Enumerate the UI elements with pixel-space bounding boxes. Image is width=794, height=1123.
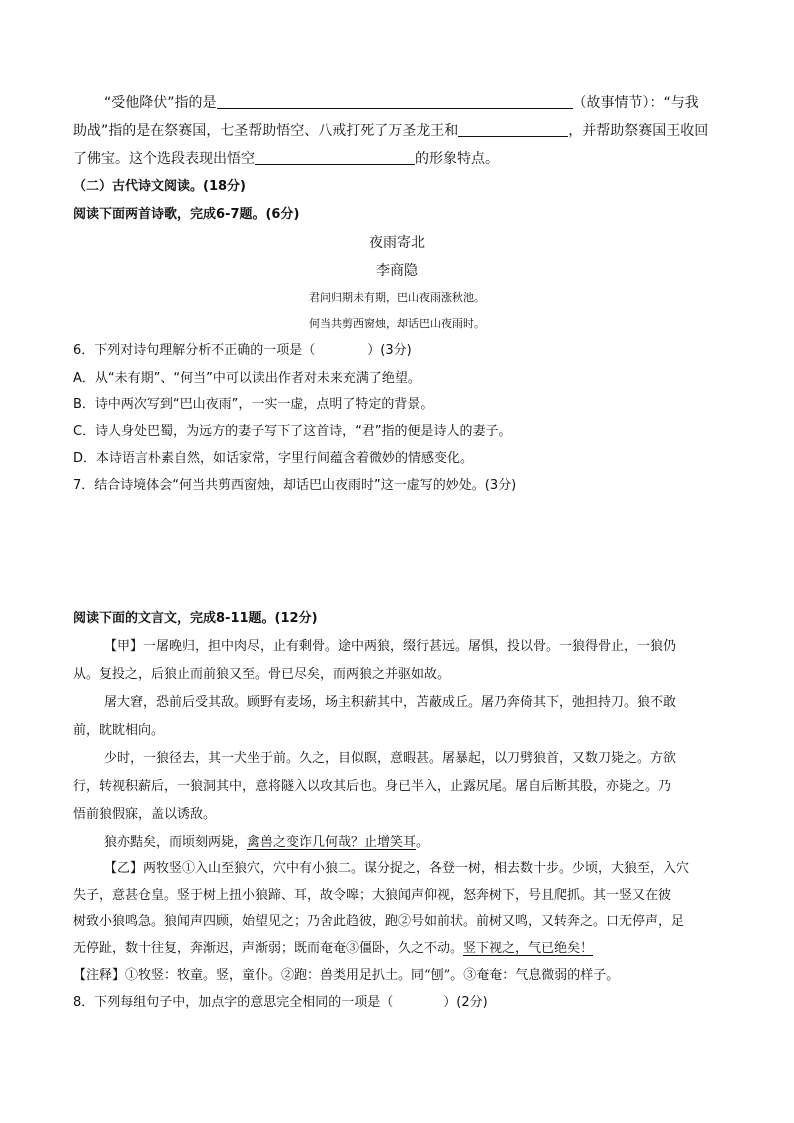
passage-yi-line: 【乙】两牧竖①入山至狼穴，穴中有小狼二。谋分捉之，各登一树，相去数十步。少顷，大狼至，入穴 [104,861,690,876]
section-instruction: 阅读下面两首诗歌，完成6-7题。(6分) [73,207,300,222]
fill-text: “受他降伏”指的是 [104,95,217,111]
fill-line-3 [73,152,499,166]
fill-text: 助战”指的是在祭赛国，七圣帮助悟空、八戒打死了万圣龙王和 [73,123,459,139]
fill-text: 的形象特点。 [415,151,499,167]
passage-text: 无停趾，数十往复，奔渐迟，声渐弱；既而奄奄③僵卧，久之不动。 [73,941,464,956]
passage-yi-line: 树致小狼鸣急。狼闻声四顾，始望见之；乃舍此趋彼，跑②号如前状。前树又鸣，又转奔之。口无停声，足 [73,914,685,929]
underlined-sentence: 禽兽之变诈几何哉？止增笑耳 [247,835,417,850]
question-text: ）(3分) [367,343,412,358]
passage-jia-line: 前，眈眈相向。 [73,723,165,738]
passage-text: 狼亦黠矣，而顷刻两毙， [104,835,248,850]
fill-line-1 [104,96,699,110]
passage-jia-line: 悟前狼假寐，盖以诱敌。 [73,807,217,822]
underlined-sentence: 竖下视之，气已绝矣！ [463,941,594,956]
poem-author: 李商隐 [376,263,418,279]
passage-jia-line [104,836,429,849]
question-text: 6．下列对诗句理解分析不正确的一项是（ [73,343,316,358]
option-a: A．从“未有期”、“何当”中可以读出作者对未来充满了绝望。 [73,371,421,386]
question-text: ）(2分) [443,995,488,1010]
fill-text: 了佛宝。这个选段表现出悟空 [73,151,255,167]
passage-jia-line: 少时，一狼径去，其一犬坐于前。久之，目似瞑，意暇甚。屠暴起，以刀劈狼首，又数刀毙之。方欲 [104,751,677,766]
question-text: 8．下列每组句子中，加点字的意思完全相同的一项是（ [73,995,394,1010]
passage-yi-line: 失子，意甚仓皇。竖于树上扭小狼蹄、耳，故令嗥；大狼闻声仰视，怒奔树下，号且爬抓。其一竖又在彼 [73,888,672,903]
answer-blank[interactable] [217,96,573,109]
fill-text: （故事情节）：“与我 [572,95,699,111]
annotation-notes: 【注释】①牧竖：牧童。竖，童仆。②跑：兽类用足扒土。同“刨”。③奄奄：气息微弱的样子。 [73,968,620,983]
question-8-stem [73,996,488,1009]
poem-line-1: 君问归期未有期，巴山夜雨涨秋池。 [309,291,485,304]
question-6-stem [73,344,412,357]
fill-line-2 [73,124,708,138]
passage-jia-line: 屠大窘，恐前后受其敌。顾野有麦场，场主积薪其中，苫蔽成丘。屠乃奔倚其下，弛担持刀。狼不敢 [104,695,677,710]
fill-text: ，并帮助祭赛国王收回 [568,123,709,139]
passage-jia-line: 【甲】一屠晚归，担中肉尽，止有剩骨。途中两狼，缀行甚远。屠惧，投以骨。一狼得骨止，一狼仍 [104,639,677,654]
classical-instruction: 阅读下面的文言文，完成8-11题。(12分) [73,611,318,626]
passage-jia-line: 从。复投之，后狼止而前狼又至。骨已尽矣，而两狼之并驱如故。 [73,667,451,682]
option-b: B．诗中两次写到“巴山夜雨”，一实一虚，点明了特定的背景。 [73,397,434,412]
option-d: D．本诗语言朴素自然，如话家常，字里行间蕴含着微妙的情感变化。 [73,451,474,466]
answer-blank[interactable] [255,152,415,165]
poem-title: 夜雨寄北 [369,235,425,251]
poem-line-2: 何当共剪西窗烛，却话巴山夜雨时。 [309,317,485,330]
answer-blank[interactable] [458,124,568,137]
passage-text: 。 [416,835,430,850]
passage-jia-line: 行，转视积薪后，一狼洞其中，意将隧入以攻其后也。身已半入，止露尻尾。屠自后断其股，亦毙之。乃 [73,779,672,794]
section-heading: （二）古代诗文阅读。(18分) [73,179,246,194]
passage-yi-line [73,942,593,955]
option-c: C．诗人身处巴蜀，为远方的妻子写下了这首诗，“君”指的便是诗人的妻子。 [73,424,512,439]
question-7-stem: 7．结合诗境体会“何当共剪西窗烛，却话巴山夜雨时”这一虚写的妙处。(3分) [73,478,517,493]
